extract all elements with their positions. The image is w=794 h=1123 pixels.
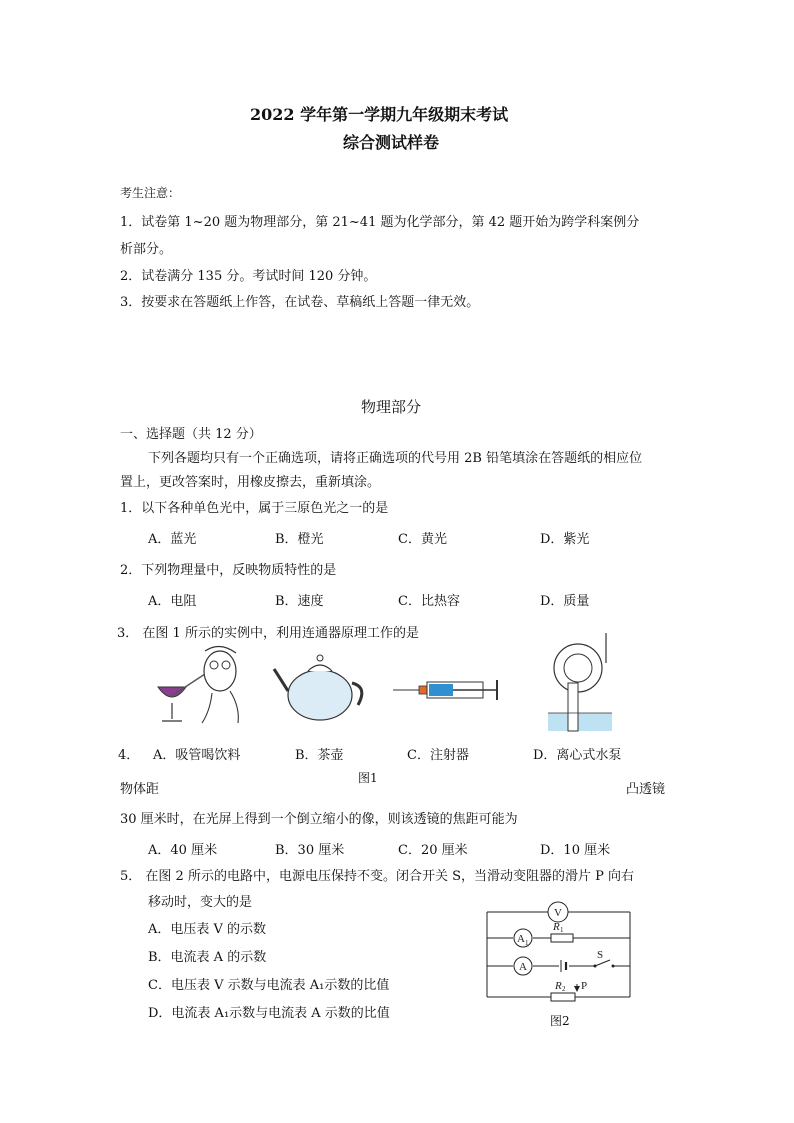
ammeter-a1-label: A [517, 933, 525, 945]
r1-subscript: 1 [560, 926, 564, 934]
q4-number: 4． [118, 748, 140, 763]
centrifugal-pump-illustration [548, 633, 612, 733]
q2-option-b: B．速度 [275, 594, 324, 609]
instruction-line-1: 下列各题均只有一个正确选项，请将正确选项的代号用 2B 铅笔填涂在答题纸的相应位 [148, 451, 643, 466]
q5-option-a: A．电压表 V 的示数 [148, 922, 267, 937]
switch-label: S [597, 949, 604, 961]
q3-option-b: B．茶壶 [295, 748, 344, 763]
q2-option-c: C．比热容 [398, 594, 460, 609]
q4-option-d: D．10 厘米 [540, 843, 611, 858]
q2-option-a: A．电阻 [148, 594, 197, 609]
voltmeter-label: V [554, 907, 562, 919]
q2-option-d: D．质量 [540, 594, 590, 609]
r2-subscript: 2 [562, 985, 566, 993]
q5-option-b: B．电流表 A 的示数 [148, 950, 267, 965]
q1-option-c: C．黄光 [398, 532, 447, 547]
teapot-illustration [272, 645, 372, 725]
notice-item-1: 1．试卷第 1~20 题为物理部分，第 21~41 题为化学部分，第 42 题开始为跨学科案例分 [120, 215, 640, 230]
notice-item-2: 2．试卷满分 135 分。考试时间 120 分钟。 [120, 269, 377, 284]
r2-label: R [555, 980, 562, 992]
q4-stem-right: 凸透镜 [626, 782, 666, 797]
instruction-line-2: 置上，更改答案时，用橡皮擦去，重新填涂。 [120, 475, 381, 490]
q4-stem-left: 物体距 [120, 782, 160, 797]
q3-option-c: C．注射器 [407, 748, 469, 763]
q5-stem: 5． 在图 2 所示的电路中，电源电压保持不变。闭合开关 S，当滑动变阻器的滑片 P 向右 [120, 869, 634, 884]
notice-heading: 考生注意： [120, 186, 181, 200]
figure-1-caption: 图1 [358, 771, 378, 785]
q3-stem: 3． 在图 1 所示的实例中，利用连通器原理工作的是 [117, 626, 419, 641]
notice-item-1-cont: 析部分。 [120, 242, 173, 257]
ammeter-a1-subscript: 1 [525, 939, 529, 947]
exam-title: 2022 学年第一学期九年级期末考试 [250, 105, 509, 124]
syringe-illustration [393, 675, 505, 705]
q3-option-d: D．离心式水泵 [533, 748, 622, 763]
q4-option-c: C．20 厘米 [398, 843, 468, 858]
circuit-diagram [485, 900, 633, 1002]
q1-option-b: B．橙光 [275, 532, 324, 547]
straw-drinking-illustration [150, 645, 250, 725]
q4-option-b: B．30 厘米 [275, 843, 345, 858]
r1-label: R [553, 921, 560, 933]
part1-heading: 一、选择题（共 12 分） [120, 427, 262, 442]
q4-stem-cont: 30 厘米时，在光屏上得到一个倒立缩小的像，则该透镜的焦距可能为 [120, 812, 518, 827]
q4-option-a: A．40 厘米 [148, 843, 218, 858]
section-title: 物理部分 [361, 398, 422, 416]
q5-option-d: D．电流表 A₁示数与电流表 A 示数的比值 [148, 1006, 390, 1021]
notice-item-3: 3．按要求在答题纸上作答，在试卷、草稿纸上答题一律无效。 [120, 295, 480, 310]
ammeter-a-label: A [519, 961, 527, 973]
exam-subtitle: 综合测试样卷 [343, 133, 440, 152]
figure-2-caption: 图2 [550, 1014, 570, 1028]
q5-stem-cont: 移动时，变大的是 [148, 895, 253, 910]
q1-stem: 1．以下各种单色光中，属于三原色光之一的是 [120, 501, 389, 516]
q1-option-a: A．蓝光 [148, 532, 197, 547]
q1-option-d: D．紫光 [540, 532, 590, 547]
q3-option-a: A．吸管喝饮料 [153, 748, 241, 763]
q5-option-c: C．电压表 V 示数与电流表 A₁示数的比值 [148, 978, 390, 993]
q2-stem: 2．下列物理量中，反映物质特性的是 [120, 563, 337, 578]
slider-p-label: P [581, 980, 588, 992]
